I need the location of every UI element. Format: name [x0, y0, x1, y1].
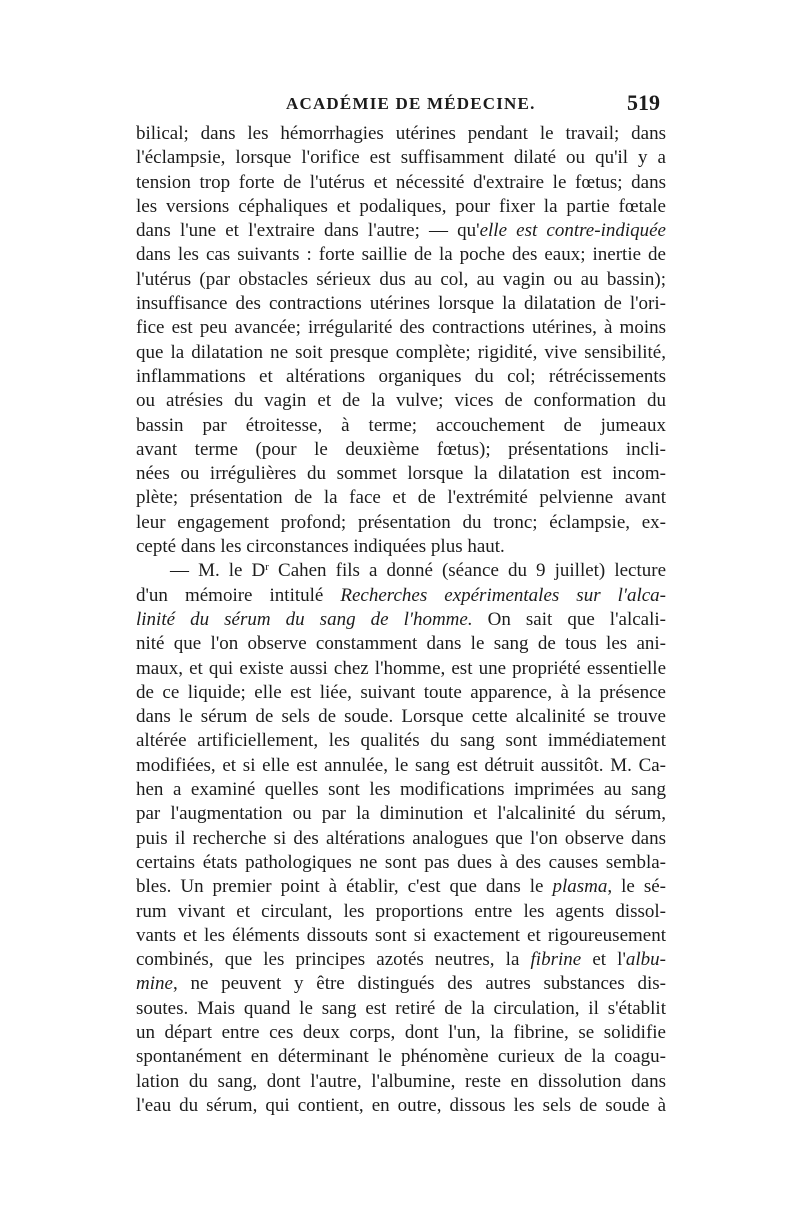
text-segment: hen a examiné quelles sont les modifications imprimées au sang [136, 779, 666, 801]
text-segment: dans le sérum de sels de soude. Lorsque cette alcalinité se trouve [136, 706, 666, 728]
text-line [136, 243, 666, 267]
running-head [136, 90, 666, 120]
italic-text: linité du sérum du sang de l'homme. [136, 608, 473, 630]
text-line [136, 802, 666, 826]
text-segment: maux, et qui existe aussi chez l'homme, est une propriété essentielle [136, 657, 666, 679]
text-segment: et l' [581, 949, 626, 971]
text-line [136, 292, 666, 316]
text-line [136, 1045, 666, 1069]
text-line [136, 559, 666, 583]
italic-text: albu- [625, 949, 666, 971]
text-segment: tension trop forte de l'utérus et nécessité d'extraire le fœtus; dans [136, 171, 666, 193]
page-number: 519 [627, 90, 660, 115]
text-line [136, 608, 666, 632]
text-segment: les versions céphaliques et podaliques, pour fixer la partie fœtale [136, 195, 666, 217]
text-segment: nées ou irrégulières du sommet lorsque la dilatation est incom- [136, 463, 666, 485]
text-segment: leur engagement profond; présentation du tronc; éclampsie, ex- [136, 511, 666, 533]
text-line [136, 900, 666, 924]
italic-text: fibrine [530, 949, 582, 971]
text-line [136, 1070, 666, 1094]
text-line [136, 681, 666, 705]
text-segment: , le sé- [607, 876, 666, 898]
text-segment: l'eau du sérum, qui contient, en outre, dissous les sels de soude à [136, 1094, 666, 1116]
text-segment: Cahen fils a donné (séance du 9 juillet) lecture [268, 560, 666, 582]
text-line [136, 657, 666, 681]
text-line [136, 171, 666, 195]
text-segment: de ce liquide; elle est liée, suivant toute apparence, à la présence [136, 681, 666, 703]
text-line [136, 195, 666, 219]
text-segment: par l'augmentation ou par la diminution et l'alcalinité du sérum, [136, 803, 666, 825]
italic-text: elle est contre-indiquée [479, 220, 666, 242]
text-line [136, 972, 666, 996]
text-segment: plète; présentation de la face et de l'extrémité pelvienne avant [136, 487, 666, 509]
text-line [136, 511, 666, 535]
text-segment: — M. le D [170, 560, 266, 582]
text-line [136, 268, 666, 292]
text-line [136, 414, 666, 438]
text-segment: ou atrésies du vagin et de la vulve; vices de conformation du [136, 390, 666, 412]
body-text [136, 122, 666, 1118]
text-segment: spontanément en déterminant le phénomène curieux de la coagu- [136, 1046, 666, 1068]
text-segment: fice est peu avancée; irrégularité des contractions utérines, à moins [136, 317, 666, 339]
text-segment: rum vivant et circulant, les proportions entre les agents dissol- [136, 900, 666, 922]
text-segment: que la dilatation ne soit presque complète; rigidité, vive sensibilité, [136, 341, 666, 363]
text-line [136, 365, 666, 389]
text-segment: bilical; dans les hémorrhagies utérines pendant le travail; dans [136, 123, 666, 144]
text-segment: soutes. Mais quand le sang est retiré de la circulation, il s'établit [136, 997, 666, 1019]
text-segment: insuffisance des contractions utérines lorsque la dilatation de l'ori- [136, 293, 666, 315]
text-line [136, 851, 666, 875]
text-line [136, 778, 666, 802]
text-segment: avant terme (pour le deuxième fœtus); présentations incli- [136, 438, 666, 460]
text-line [136, 754, 666, 778]
text-segment: bassin par étroitesse, à terme; accouchement de jumeaux [136, 414, 666, 436]
text-line [136, 341, 666, 365]
text-line [136, 632, 666, 656]
text-line [136, 146, 666, 170]
text-segment: dans les cas suivants : forte saillie de la poche des eaux; inertie de [136, 244, 666, 266]
text-line [136, 219, 666, 243]
text-line [136, 875, 666, 899]
text-segment: vants et les éléments dissouts sont si exactement et rigoureusement [136, 924, 666, 946]
text-line [136, 316, 666, 340]
text-segment: On sait que l'alcali- [472, 608, 666, 630]
text-segment: lation du sang, dont l'autre, l'albumine, reste en dissolution dans [136, 1070, 666, 1092]
text-segment: dans l'une et l'extraire dans l'autre; — qu' [136, 220, 480, 242]
text-segment: modifiées, et si elle est annulée, le sang est détruit aussitôt. M. Ca- [136, 754, 666, 776]
text-line [136, 438, 666, 462]
text-segment: un départ entre ces deux corps, dont l'un, la fibrine, se solidifie [136, 1021, 666, 1043]
text-segment: d'un mémoire intitulé [136, 584, 341, 606]
text-segment: bles. Un premier point à établir, c'est que dans le [136, 876, 553, 898]
italic-text: plasma [552, 876, 608, 898]
text-line [136, 997, 666, 1021]
superscript: r [265, 561, 269, 574]
text-line [136, 462, 666, 486]
text-segment: certains états pathologiques ne sont pas dues à des causes sembla- [136, 851, 666, 873]
text-line [136, 827, 666, 851]
text-line [136, 486, 666, 510]
text-segment: l'utérus (par obstacles sérieux dus au col, au vagin ou au bassin); [136, 268, 666, 290]
text-line [136, 705, 666, 729]
text-segment: , ne peuvent y être distingués des autres substances dis- [172, 973, 666, 995]
text-line [136, 584, 666, 608]
text-line [136, 122, 666, 146]
text-line [136, 729, 666, 753]
italic-text: Recherches expérimentales sur l'alca- [340, 584, 666, 606]
text-segment: cepté dans les circonstances indiquées plus haut. [136, 536, 505, 558]
text-segment: combinés, que les principes azotés neutres, la [136, 949, 531, 971]
text-line [136, 948, 666, 972]
text-line [136, 1021, 666, 1045]
text-segment: l'éclampsie, lorsque l'orifice est suffisamment dilaté ou qu'il y a [136, 147, 666, 169]
text-segment: nité que l'on observe constamment dans le sang de tous les ani- [136, 633, 666, 655]
text-segment: altérée artificiellement, les qualités du sang sont immédiatement [136, 730, 666, 752]
text-line [136, 389, 666, 413]
text-segment: inflammations et altérations organiques du col; rétrécissements [136, 365, 666, 387]
text-line [136, 535, 666, 559]
text-line [136, 1094, 666, 1118]
italic-text: mine [136, 973, 173, 995]
text-line [136, 924, 666, 948]
text-segment: puis il recherche si des altérations analogues que l'on observe dans [136, 827, 666, 849]
running-head-title: ACADÉMIE DE MÉDECINE. [286, 94, 536, 113]
